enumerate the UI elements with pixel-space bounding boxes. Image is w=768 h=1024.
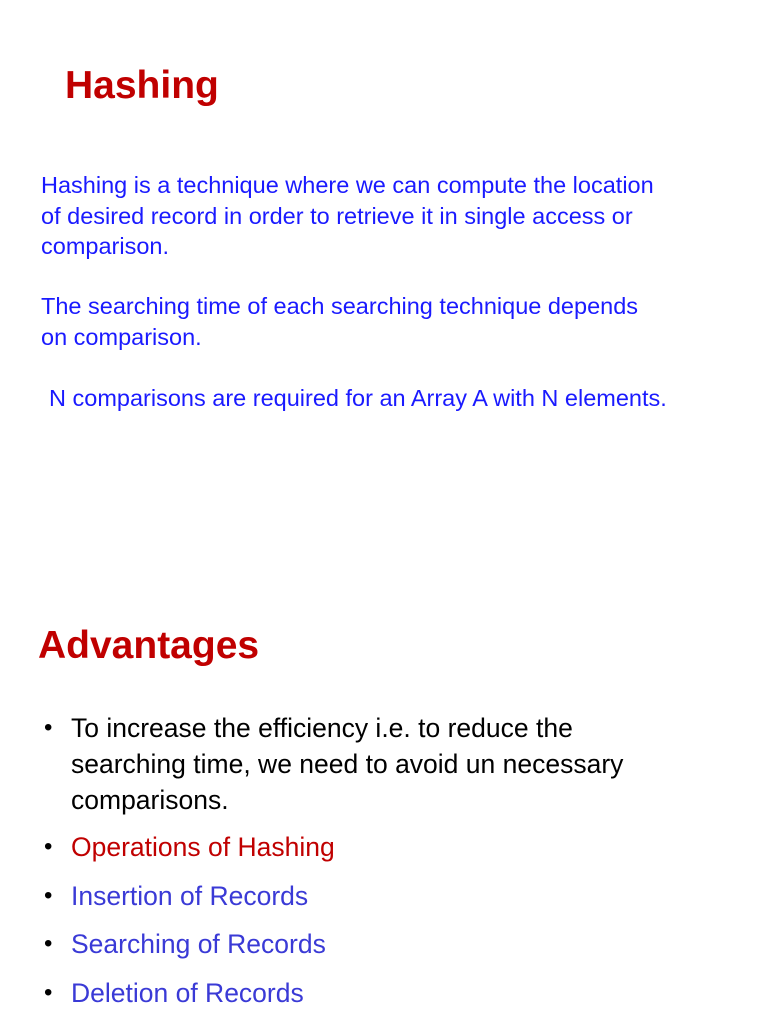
- advantages-heading: Advantages: [38, 624, 260, 667]
- list-item: [0, 710, 768, 818]
- paragraph-line: The searching time of each searching technique depends: [41, 293, 639, 319]
- advantages-list: [0, 710, 768, 1023]
- paragraph-line: N comparisons are required for an Array A with N elements.: [49, 385, 667, 411]
- intro-paragraph: [41, 170, 654, 262]
- list-item-line: comparisons.: [71, 785, 229, 815]
- list-item-line: Deletion of Records: [71, 977, 304, 1008]
- bullet-icon: •: [44, 833, 53, 860]
- paragraph-line: comparison.: [41, 233, 169, 259]
- list-item: [0, 829, 768, 865]
- list-item: [0, 926, 768, 962]
- list-item-line: searching time, we need to avoid un necessary: [71, 749, 624, 779]
- bullet-icon: •: [44, 714, 53, 741]
- comparisons-paragraph: [49, 383, 667, 414]
- bullet-icon: •: [44, 930, 53, 958]
- list-item-line: Searching of Records: [71, 929, 326, 960]
- searching-time-paragraph: [41, 291, 638, 352]
- paragraph-line: on comparison.: [41, 323, 202, 350]
- list-item: [0, 878, 768, 914]
- list-item: [0, 975, 768, 1011]
- page-title: Hashing: [65, 64, 219, 107]
- bullet-icon: •: [44, 978, 53, 1006]
- bullet-icon: •: [44, 881, 53, 909]
- paragraph-line: Hashing is a technique where we can compute the location: [41, 172, 654, 198]
- paragraph-line: of desired record in order to retrieve it in single access or: [41, 202, 633, 229]
- list-item-line: Insertion of Records: [71, 880, 309, 911]
- list-item-line: Operations of Hashing: [71, 832, 335, 862]
- list-item-line: To increase the efficiency i.e. to reduce the: [71, 713, 573, 743]
